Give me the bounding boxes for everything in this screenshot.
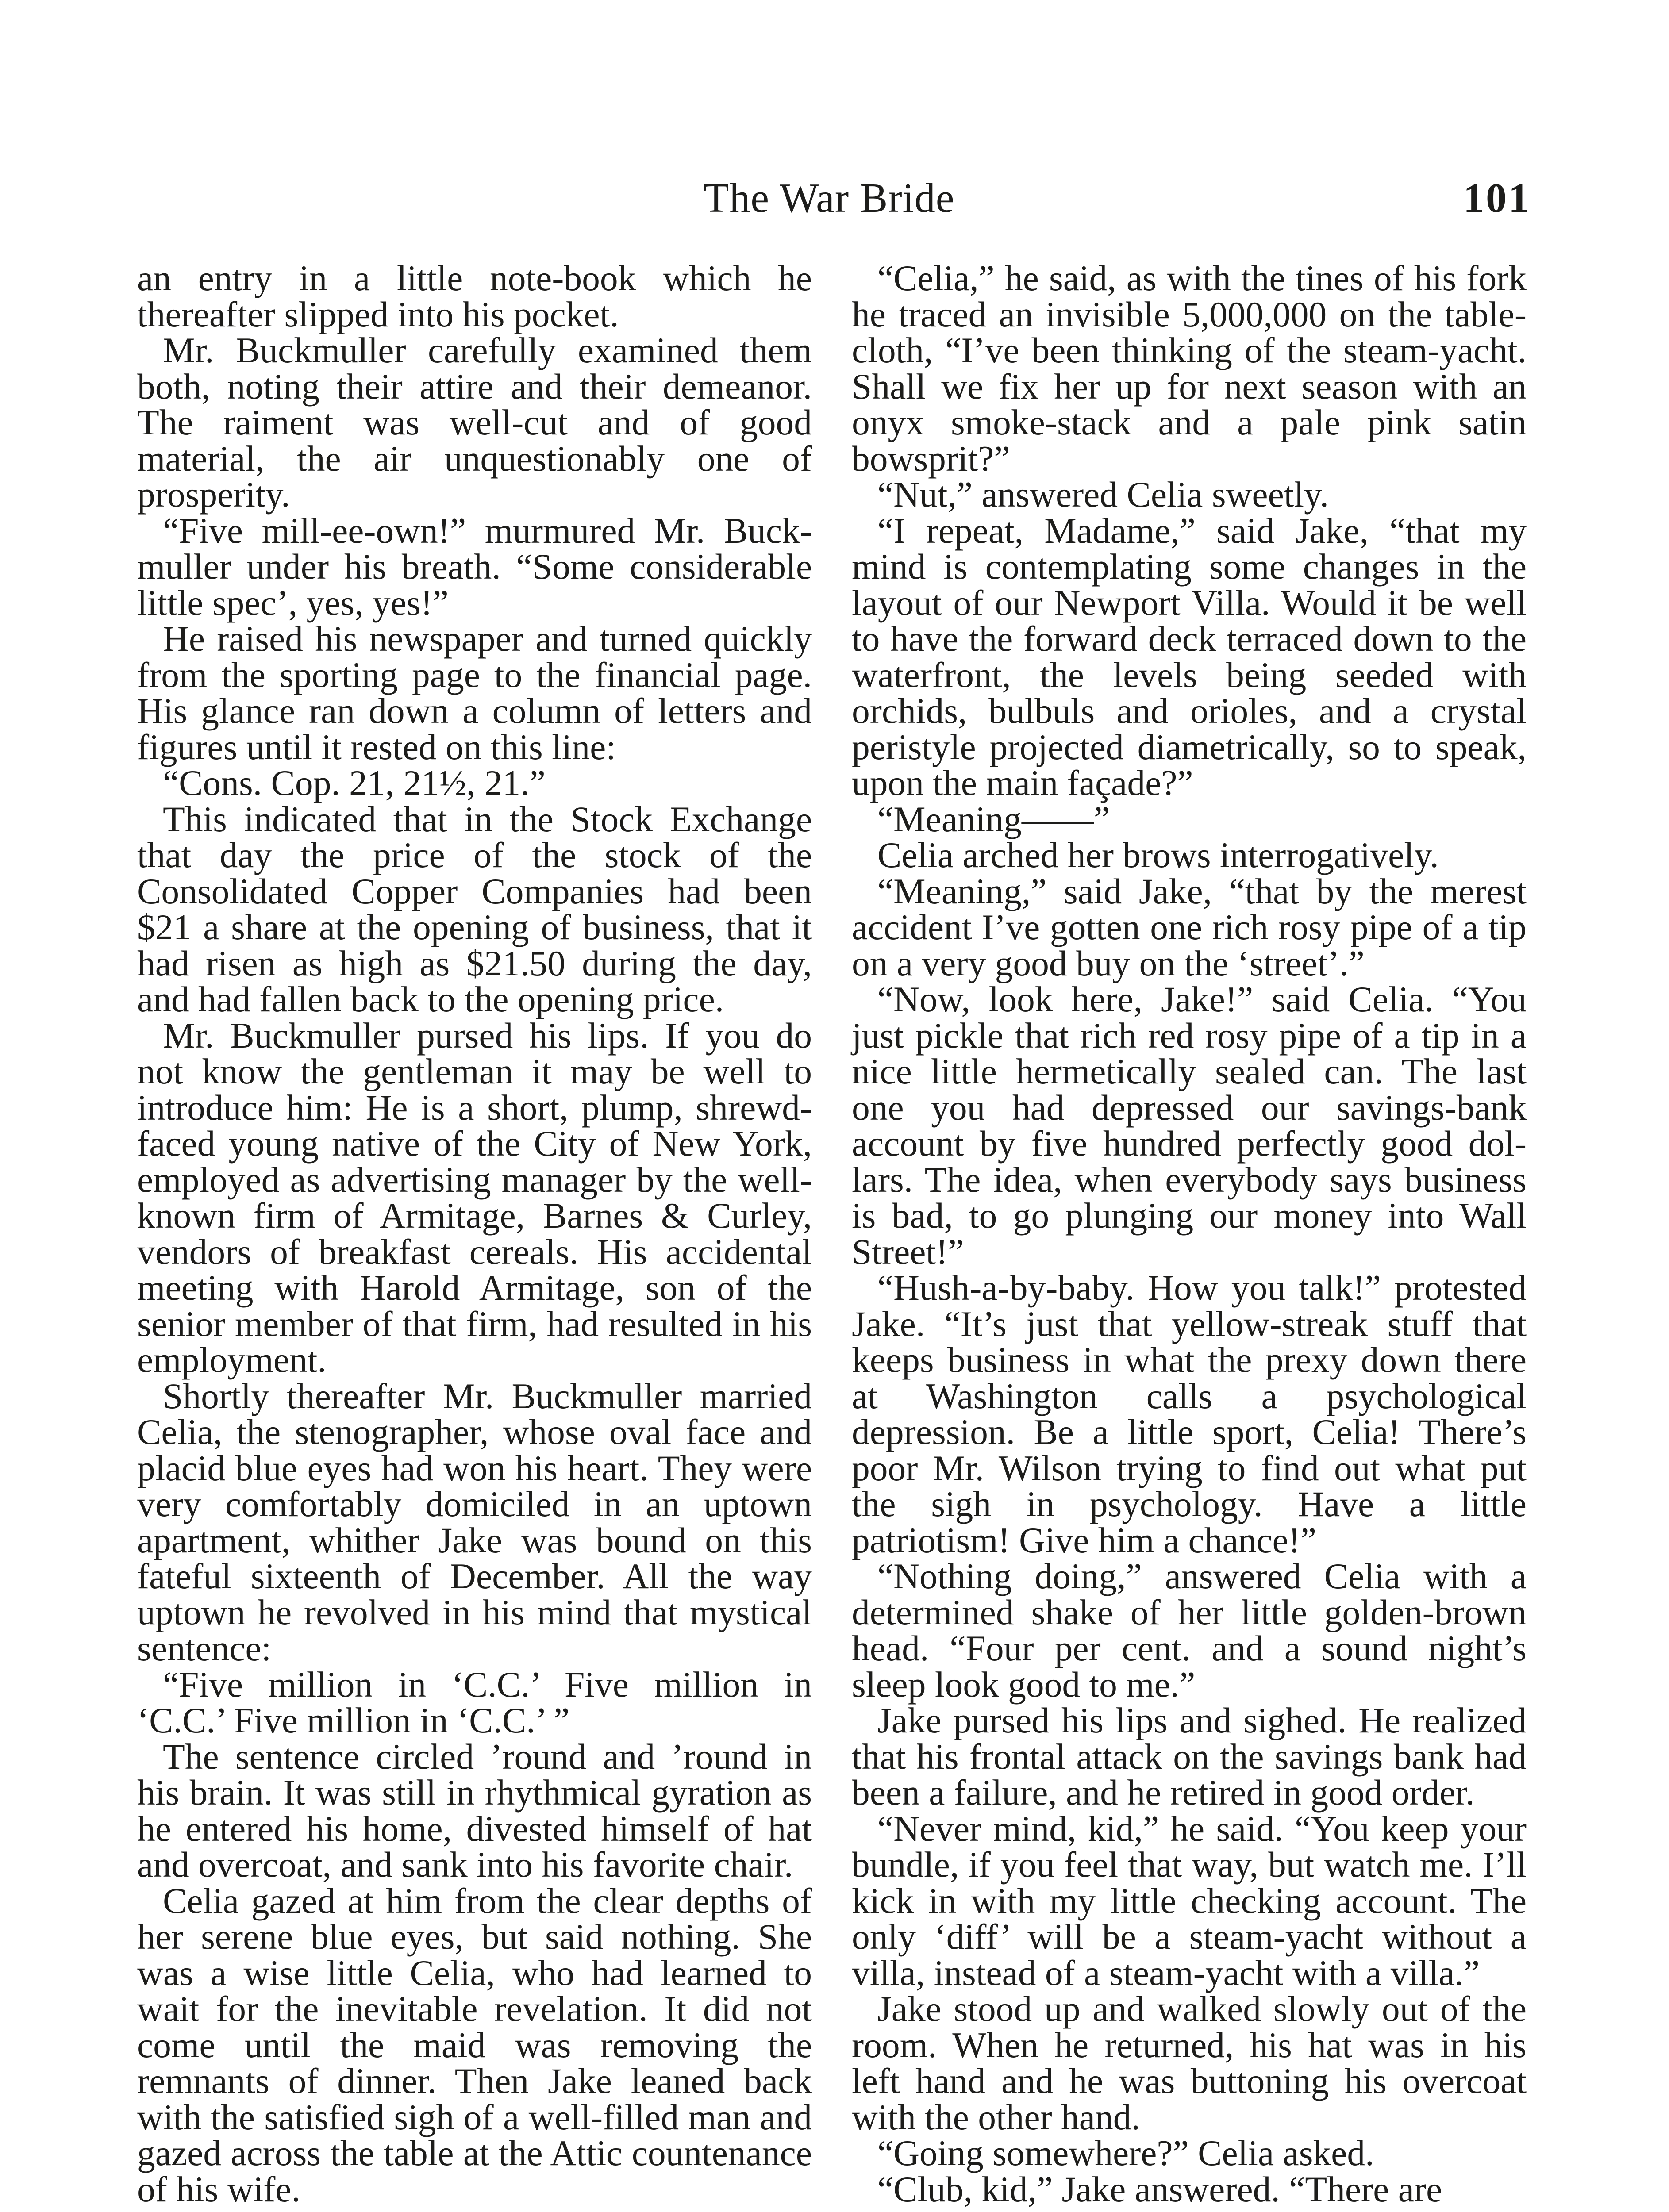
paragraph: Mr. Buckmuller pursed his lips. If you do not know the gentleman it may be well to introduce him: He is a short, plump, shrewd-faced young native of the City of New York, employed as advertising manager by the well-known firm of Armitage, Barnes & Curley, vendors of breakfast cereals. His accidental meeting with Harold Armitage, son of the senior member of that firm, had resulted in his employment. bbox=[137, 1015, 812, 1380]
paragraph: Jake stood up and walked slowly out of the room. When he returned, his hat was in his left hand and he was buttoning his overcoat with the other hand. bbox=[852, 1989, 1527, 2137]
paragraph: Celia arched her brows interrogatively. bbox=[877, 835, 1439, 875]
paragraph: “Nothing doing,” answered Celia with a determined shake of her little golden-brown head. “Four per cent. and a sound night’s sleep look good to me.” bbox=[852, 1556, 1527, 1705]
paragraph: Mr. Buckmuller carefully examined them both, noting their attire and their demeanor. The raiment was well-cut and of good material, the air unquestionably one of prosperity. bbox=[137, 330, 812, 515]
running-header bbox=[133, 172, 1531, 225]
paragraph: “Never mind, kid,” he said. “You keep your bundle, if you feel that way, but watch me. I’ll kick in with my little checking account. The only ‘diff’ will be a steam-yacht without a villa, instead of a steam-yacht with a villa.” bbox=[852, 1808, 1527, 1993]
paragraph: “Hush-a-by-baby. How you talk!” protested Jake. “It’s just that yellow-streak stuff that keeps business in what the prexy down there at Washington calls a psychological depression. Be a little sport, Celia! There’s poor Mr. Wilson trying to find out what put the sigh in psychology. Have a little patriotism! Give him a chance!” bbox=[852, 1267, 1527, 1560]
paragraph: “Now, look here, Jake!” said Celia. “You just pickle that rich red rosy pipe of a tip in a nice little hermetically sealed can. The last one you had depressed our savings-bank account by five hundred perfectly good dollars. The idea, when everybody says business is bad, to go plunging our money into Wall Street!” bbox=[852, 979, 1527, 1272]
paragraph: “Five million in ‘C.C.’ Five million in ‘C.C.’ Five million in ‘C.C.’ ” bbox=[137, 1664, 812, 1740]
right-column bbox=[852, 260, 1527, 2207]
paragraph: “Celia,” he said, as with the tines of his fork he traced an invisible 5,000,000 on the table-cloth, “I’ve been thinking of the steam-yacht. Shall we fix her up for next season with an onyx smoke-stack and a pale pink satin bowsprit?” bbox=[852, 258, 1527, 479]
running-title: The War Bride bbox=[704, 175, 955, 221]
left-column bbox=[137, 260, 812, 2207]
paragraph: “Going somewhere?” Celia asked. bbox=[877, 2133, 1374, 2173]
paragraph: This indicated that in the Stock Exchange that day the price of the stock of the Consolidated Copper Companies had been $21 a share at the opening of business, that it had risen as high as $21.50 during the day, and had fallen back to the opening price. bbox=[137, 799, 812, 1019]
quoted-stock-line: “Cons. Cop. 21, 21½, 21.” bbox=[163, 763, 546, 803]
paragraph: He raised his newspaper and turned quickly from the sporting page to the financial page. His glance ran down a column of letters and figures until it rested on this line: bbox=[137, 618, 812, 767]
paragraph: an entry in a little note-book which he thereafter slipped into his pocket. bbox=[137, 258, 812, 334]
paragraph: “Five mill-ee-own!” murmured Mr. Buckmuller under his breath. “Some considerable little spec’, yes, yes!” bbox=[137, 510, 812, 623]
paragraph: Celia gazed at him from the clear depths of her serene blue eyes, but said nothing. She was a wise little Celia, who had learned to wait for the inevitable revelation. It did not come until the maid was removing the remnants of dinner. Then Jake leaned back with the satisfied sigh of a well-filled man and gazed across the table at the Attic countenance of his wife. bbox=[137, 1880, 812, 2209]
paragraph: “Meaning,” said Jake, “that by the merest accident I’ve gotten one rich rosy pipe of a tip on a very good buy on the ‘street’.” bbox=[852, 871, 1527, 983]
paragraph: “Meaning——” bbox=[877, 799, 1110, 839]
paragraph: The sentence circled ’round and ’round in his brain. It was still in rhythmical gyration as he entered his home, divested himself of hat and overcoat, and sank into his favorite chair. bbox=[137, 1736, 812, 1885]
paragraph: Shortly thereafter Mr. Buckmuller married Celia, the stenographer, whose oval face and placid blue eyes had won his heart. They were very comfortably domiciled in an uptown apartment, whither Jake was bound on this fateful sixteenth of December. All the way uptown he revolved in his mind that mystical sentence: bbox=[137, 1375, 812, 1668]
paragraph: “Club, kid,” Jake answered. “There are bbox=[877, 2169, 1442, 2209]
paragraph: “I repeat, Madame,” said Jake, “that my mind is contemplating some changes in the layout of our Newport Villa. Would it be well to have the forward deck terraced down to the waterfront, the levels being seeded with orchids, bulbuls and orioles, and a crystal peristyle projected diametrically, so to speak, upon the main façade?” bbox=[852, 510, 1527, 803]
page-number: 101 bbox=[1463, 175, 1531, 221]
paragraph: “Nut,” answered Celia sweetly. bbox=[877, 474, 1329, 515]
paragraph: Jake pursed his lips and sighed. He realized that his frontal attack on the savings bank had been a failure, and he retired in good order. bbox=[852, 1700, 1527, 1813]
